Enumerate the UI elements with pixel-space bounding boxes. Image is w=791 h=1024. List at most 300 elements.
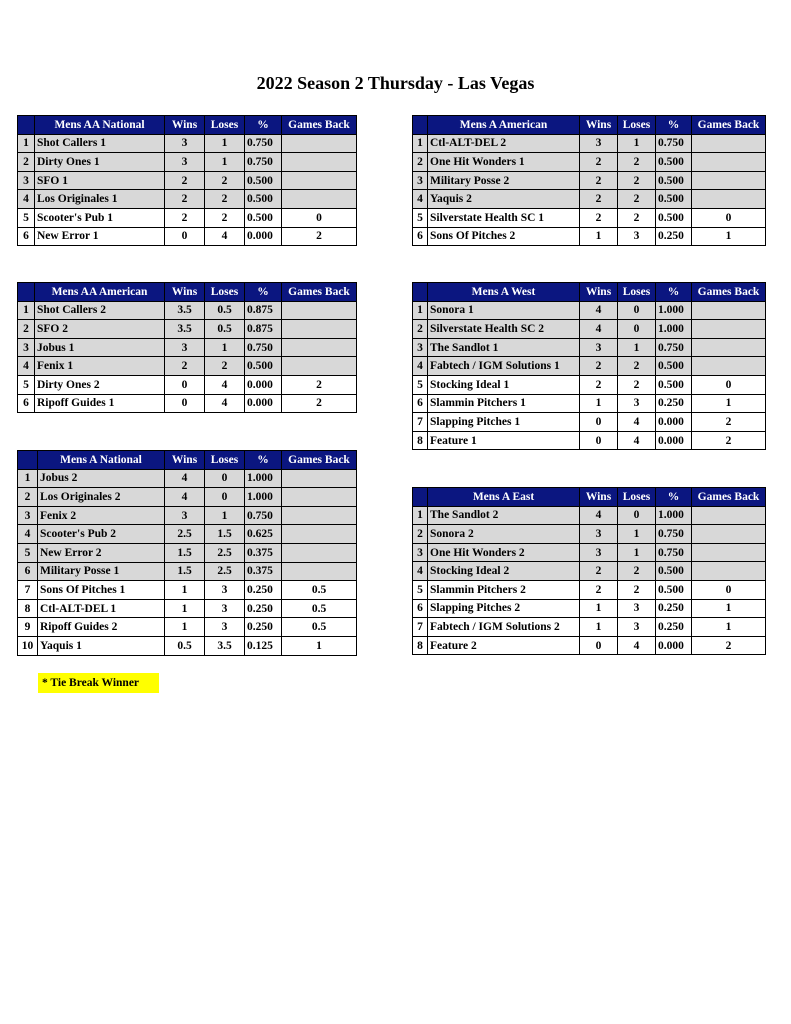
pct-cell: 0.500 (656, 357, 692, 376)
team-name-cell: Ctl-ALT-DEL 1 (38, 599, 165, 618)
rank-cell: 4 (18, 525, 38, 544)
table-row (18, 618, 357, 637)
games-back-header: Games Back (692, 488, 766, 507)
pct-cell: 0.500 (656, 190, 692, 209)
loses-cell: 3 (205, 618, 245, 637)
pct-cell: 0.000 (656, 413, 692, 432)
wins-header: Wins (165, 283, 205, 302)
table-row (18, 301, 357, 320)
games-back-cell (692, 153, 766, 172)
rank-cell: 2 (413, 153, 428, 172)
team-name-cell: Scooter's Pub 1 (35, 208, 165, 227)
pct-cell: 0.000 (245, 227, 282, 246)
table-row (413, 636, 766, 655)
wins-cell: 0 (580, 431, 618, 450)
pct-cell: 0.875 (245, 320, 282, 339)
games-back-cell (282, 320, 357, 339)
loses-cell: 1 (618, 525, 656, 544)
table-row (413, 338, 766, 357)
wins-cell: 2 (580, 190, 618, 209)
rank-header (413, 283, 428, 302)
loses-cell: 1 (618, 134, 656, 153)
team-name-cell: Jobus 1 (35, 338, 165, 357)
games-back-cell (692, 525, 766, 544)
table-row (18, 543, 357, 562)
rank-cell: 5 (18, 375, 35, 394)
games-back-cell: 1 (282, 636, 357, 655)
team-name-cell: Feature 1 (428, 431, 580, 450)
loses-header: Loses (205, 283, 245, 302)
wins-cell: 1.5 (165, 562, 205, 581)
team-name-cell: Sonora 2 (428, 525, 580, 544)
loses-cell: 4 (205, 227, 245, 246)
wins-cell: 2 (165, 171, 205, 190)
table-row (413, 431, 766, 450)
rank-cell: 4 (413, 357, 428, 376)
pct-cell: 0.250 (656, 599, 692, 618)
table-row (18, 227, 357, 246)
games-back-cell (282, 153, 357, 172)
loses-cell: 2 (205, 171, 245, 190)
loses-cell: 2.5 (205, 562, 245, 581)
team-name-cell: Los Originales 1 (35, 190, 165, 209)
pct-cell: 0.000 (656, 636, 692, 655)
loses-cell: 3 (205, 599, 245, 618)
loses-header: Loses (205, 451, 245, 470)
team-name-cell: Los Originales 2 (38, 488, 165, 507)
pct-cell: 1.000 (245, 488, 282, 507)
loses-cell: 2.5 (205, 543, 245, 562)
rank-cell: 8 (413, 431, 428, 450)
games-back-cell: 0 (692, 580, 766, 599)
wins-cell: 0 (165, 394, 205, 413)
games-back-cell: 0 (282, 208, 357, 227)
loses-cell: 1 (205, 506, 245, 525)
table-row (413, 357, 766, 376)
rank-cell: 2 (18, 153, 35, 172)
table-row (18, 134, 357, 153)
loses-cell: 2 (205, 357, 245, 376)
team-name-cell: One Hit Wonders 2 (428, 543, 580, 562)
games-back-cell (282, 171, 357, 190)
pct-header: % (245, 451, 282, 470)
games-back-cell (282, 301, 357, 320)
wins-cell: 0 (580, 636, 618, 655)
table-row (413, 543, 766, 562)
games-back-cell: 0.5 (282, 618, 357, 637)
table-row (413, 562, 766, 581)
rank-header (18, 116, 35, 135)
table-row (18, 506, 357, 525)
rank-cell: 10 (18, 636, 38, 655)
pct-cell: 0.500 (245, 208, 282, 227)
pct-cell: 0.750 (656, 134, 692, 153)
team-name-cell: The Sandlot 2 (428, 506, 580, 525)
games-back-header: Games Back (282, 451, 357, 470)
rank-cell: 5 (413, 580, 428, 599)
games-back-cell (282, 562, 357, 581)
rank-cell: 3 (413, 543, 428, 562)
wins-cell: 4 (580, 301, 618, 320)
table-row (18, 469, 357, 488)
pct-cell: 0.500 (656, 375, 692, 394)
rank-cell: 1 (18, 134, 35, 153)
loses-cell: 2 (618, 153, 656, 172)
wins-header: Wins (165, 451, 205, 470)
table-row (18, 375, 357, 394)
table-row (18, 488, 357, 507)
wins-header: Wins (165, 116, 205, 135)
games-back-cell: 1 (692, 599, 766, 618)
rank-header (413, 116, 428, 135)
team-name-cell: New Error 2 (38, 543, 165, 562)
rank-cell: 6 (18, 394, 35, 413)
wins-cell: 2 (580, 208, 618, 227)
rank-cell: 5 (18, 208, 35, 227)
rank-header (413, 488, 428, 507)
header-row (18, 283, 357, 302)
games-back-header: Games Back (692, 116, 766, 135)
team-name-cell: Slammin Pitchers 1 (428, 394, 580, 413)
loses-cell: 0 (618, 506, 656, 525)
table-row (413, 599, 766, 618)
rank-cell: 3 (18, 171, 35, 190)
pct-header: % (656, 116, 692, 135)
pct-cell: 0.500 (656, 208, 692, 227)
loses-cell: 0 (618, 320, 656, 339)
wins-cell: 0.5 (165, 636, 205, 655)
table-row (18, 190, 357, 209)
table-row (18, 320, 357, 339)
games-back-header: Games Back (692, 283, 766, 302)
rank-cell: 2 (18, 320, 35, 339)
loses-header: Loses (618, 488, 656, 507)
wins-cell: 2 (580, 580, 618, 599)
loses-header: Loses (205, 116, 245, 135)
pct-header: % (245, 283, 282, 302)
team-name-cell: Dirty Ones 2 (35, 375, 165, 394)
team-name-cell: Sons Of Pitches 1 (38, 581, 165, 600)
division-name: Mens AA National (35, 116, 165, 135)
games-back-cell: 2 (692, 636, 766, 655)
games-back-cell (282, 357, 357, 376)
wins-cell: 2 (165, 190, 205, 209)
table-row (413, 190, 766, 209)
standings-table-aa-american (17, 282, 357, 413)
wins-cell: 2 (580, 171, 618, 190)
team-name-cell: Slapping Pitches 2 (428, 599, 580, 618)
table-row (413, 525, 766, 544)
table-row (413, 134, 766, 153)
rank-cell: 1 (413, 134, 428, 153)
loses-cell: 2 (618, 171, 656, 190)
table-row (18, 357, 357, 376)
pct-cell: 0.000 (245, 375, 282, 394)
rank-cell: 4 (18, 190, 35, 209)
team-name-cell: Ripoff Guides 2 (38, 618, 165, 637)
wins-cell: 0 (580, 413, 618, 432)
table-row (18, 525, 357, 544)
pct-cell: 0.750 (656, 525, 692, 544)
pct-cell: 0.625 (245, 525, 282, 544)
division-name: Mens A East (428, 488, 580, 507)
tie-break-legend: * Tie Break Winner (38, 673, 159, 693)
pct-cell: 0.500 (656, 562, 692, 581)
team-name-cell: One Hit Wonders 1 (428, 153, 580, 172)
table-row (413, 580, 766, 599)
pct-cell: 0.750 (245, 134, 282, 153)
team-name-cell: Slammin Pitchers 2 (428, 580, 580, 599)
loses-cell: 0 (205, 469, 245, 488)
wins-cell: 1 (580, 599, 618, 618)
wins-cell: 2 (580, 375, 618, 394)
table-row (413, 208, 766, 227)
games-back-cell (692, 171, 766, 190)
table-row (413, 618, 766, 637)
table-row (18, 171, 357, 190)
loses-cell: 2 (618, 580, 656, 599)
pct-cell: 0.250 (656, 394, 692, 413)
wins-cell: 3.5 (165, 301, 205, 320)
pct-cell: 0.000 (245, 394, 282, 413)
header-row (413, 488, 766, 507)
wins-cell: 0 (165, 375, 205, 394)
loses-cell: 3.5 (205, 636, 245, 655)
loses-cell: 2 (205, 208, 245, 227)
division-name: Mens A National (38, 451, 165, 470)
games-back-cell (282, 469, 357, 488)
team-name-cell: Jobus 2 (38, 469, 165, 488)
wins-cell: 3.5 (165, 320, 205, 339)
loses-cell: 2 (618, 357, 656, 376)
wins-cell: 1.5 (165, 543, 205, 562)
loses-cell: 3 (618, 394, 656, 413)
pct-cell: 0.250 (656, 227, 692, 246)
division-name: Mens AA American (35, 283, 165, 302)
team-name-cell: Stocking Ideal 1 (428, 375, 580, 394)
table-row (413, 413, 766, 432)
games-back-header: Games Back (282, 283, 357, 302)
table-row (18, 599, 357, 618)
table-row (413, 320, 766, 339)
team-name-cell: Military Posse 2 (428, 171, 580, 190)
standings-table-a-national (17, 450, 357, 656)
rank-cell: 3 (18, 338, 35, 357)
games-back-cell (282, 134, 357, 153)
standings-table-a-american (412, 115, 766, 246)
loses-cell: 0.5 (205, 320, 245, 339)
games-back-cell: 2 (692, 431, 766, 450)
wins-cell: 4 (165, 488, 205, 507)
standings-table-aa-national (17, 115, 357, 246)
team-name-cell: Fenix 1 (35, 357, 165, 376)
pct-cell: 1.000 (656, 506, 692, 525)
rank-cell: 3 (413, 171, 428, 190)
rank-cell: 3 (18, 506, 38, 525)
wins-header: Wins (580, 283, 618, 302)
wins-header: Wins (580, 116, 618, 135)
wins-cell: 1 (165, 618, 205, 637)
pct-cell: 0.750 (656, 338, 692, 357)
loses-cell: 2 (205, 190, 245, 209)
loses-cell: 2 (618, 190, 656, 209)
rank-cell: 4 (413, 190, 428, 209)
wins-cell: 2 (165, 208, 205, 227)
games-back-cell (692, 357, 766, 376)
games-back-cell: 2 (282, 375, 357, 394)
pct-cell: 0.500 (656, 153, 692, 172)
pct-cell: 0.250 (245, 599, 282, 618)
team-name-cell: Ripoff Guides 1 (35, 394, 165, 413)
pct-header: % (656, 488, 692, 507)
games-back-cell: 1 (692, 394, 766, 413)
header-row (413, 116, 766, 135)
loses-cell: 1 (205, 338, 245, 357)
rank-cell: 6 (413, 599, 428, 618)
wins-cell: 2.5 (165, 525, 205, 544)
rank-cell: 8 (18, 599, 38, 618)
wins-cell: 3 (165, 506, 205, 525)
games-back-cell (692, 543, 766, 562)
loses-cell: 4 (618, 636, 656, 655)
wins-cell: 1 (165, 599, 205, 618)
wins-cell: 1 (165, 581, 205, 600)
pct-cell: 0.500 (245, 171, 282, 190)
team-name-cell: Silverstate Health SC 1 (428, 208, 580, 227)
games-back-cell (692, 301, 766, 320)
rank-cell: 7 (413, 618, 428, 637)
loses-cell: 2 (618, 375, 656, 394)
pct-header: % (656, 283, 692, 302)
loses-cell: 1 (618, 338, 656, 357)
games-back-cell (282, 338, 357, 357)
pct-cell: 0.250 (245, 581, 282, 600)
rank-cell: 5 (413, 375, 428, 394)
table-row (413, 394, 766, 413)
team-name-cell: SFO 1 (35, 171, 165, 190)
team-name-cell: Sonora 1 (428, 301, 580, 320)
header-row (413, 283, 766, 302)
rank-header (18, 451, 38, 470)
wins-cell: 4 (165, 469, 205, 488)
rank-cell: 6 (18, 227, 35, 246)
rank-cell: 7 (18, 581, 38, 600)
rank-cell: 2 (413, 525, 428, 544)
games-back-cell (282, 488, 357, 507)
games-back-cell: 0 (692, 375, 766, 394)
team-name-cell: Feature 2 (428, 636, 580, 655)
standings-table-a-west (412, 282, 766, 450)
wins-cell: 3 (165, 338, 205, 357)
wins-cell: 2 (165, 357, 205, 376)
loses-cell: 0 (205, 488, 245, 507)
pct-cell: 1.000 (656, 320, 692, 339)
wins-cell: 3 (165, 134, 205, 153)
header-row (18, 451, 357, 470)
pct-cell: 0.750 (245, 153, 282, 172)
loses-cell: 3 (618, 599, 656, 618)
team-name-cell: Shot Callers 2 (35, 301, 165, 320)
rank-cell: 1 (413, 506, 428, 525)
team-name-cell: Shot Callers 1 (35, 134, 165, 153)
pct-cell: 0.375 (245, 543, 282, 562)
pct-cell: 0.500 (656, 580, 692, 599)
table-row (18, 153, 357, 172)
games-back-header: Games Back (282, 116, 357, 135)
rank-cell: 1 (18, 469, 38, 488)
table-row (413, 171, 766, 190)
pct-cell: 0.500 (245, 190, 282, 209)
team-name-cell: SFO 2 (35, 320, 165, 339)
team-name-cell: Fenix 2 (38, 506, 165, 525)
loses-cell: 3 (618, 227, 656, 246)
loses-cell: 4 (205, 375, 245, 394)
table-row (413, 227, 766, 246)
loses-cell: 2 (618, 208, 656, 227)
wins-cell: 1 (580, 227, 618, 246)
loses-cell: 1 (205, 153, 245, 172)
games-back-cell: 1 (692, 618, 766, 637)
loses-cell: 1 (618, 543, 656, 562)
team-name-cell: Fabtech / IGM Solutions 2 (428, 618, 580, 637)
wins-cell: 4 (580, 506, 618, 525)
rank-cell: 2 (18, 488, 38, 507)
wins-header: Wins (580, 488, 618, 507)
team-name-cell: Yaquis 2 (428, 190, 580, 209)
page-title: 2022 Season 2 Thursday - Las Vegas (256, 73, 535, 93)
wins-cell: 2 (580, 153, 618, 172)
division-name: Mens A American (428, 116, 580, 135)
loses-cell: 4 (618, 431, 656, 450)
table-row (413, 153, 766, 172)
games-back-cell (282, 525, 357, 544)
team-name-cell: Silverstate Health SC 2 (428, 320, 580, 339)
games-back-cell: 1 (692, 227, 766, 246)
games-back-cell (282, 543, 357, 562)
rank-cell: 3 (413, 338, 428, 357)
pct-cell: 0.500 (656, 171, 692, 190)
wins-cell: 3 (580, 543, 618, 562)
rank-cell: 4 (18, 357, 35, 376)
games-back-cell (692, 506, 766, 525)
table-row (18, 562, 357, 581)
team-name-cell: Fabtech / IGM Solutions 1 (428, 357, 580, 376)
team-name-cell: The Sandlot 1 (428, 338, 580, 357)
loses-header: Loses (618, 283, 656, 302)
table-row (413, 506, 766, 525)
table-row (18, 581, 357, 600)
rank-cell: 1 (413, 301, 428, 320)
wins-cell: 1 (580, 618, 618, 637)
rank-cell: 9 (18, 618, 38, 637)
pct-cell: 1.000 (656, 301, 692, 320)
pct-cell: 0.250 (245, 618, 282, 637)
games-back-cell (692, 320, 766, 339)
wins-cell: 3 (580, 525, 618, 544)
loses-cell: 1.5 (205, 525, 245, 544)
pct-header: % (245, 116, 282, 135)
games-back-cell (692, 562, 766, 581)
wins-cell: 0 (165, 227, 205, 246)
team-name-cell: Stocking Ideal 2 (428, 562, 580, 581)
standings-table-a-east (412, 487, 766, 655)
team-name-cell: Yaquis 1 (38, 636, 165, 655)
rank-cell: 6 (413, 394, 428, 413)
rank-cell: 8 (413, 636, 428, 655)
wins-cell: 2 (580, 562, 618, 581)
team-name-cell: Dirty Ones 1 (35, 153, 165, 172)
loses-cell: 0.5 (205, 301, 245, 320)
